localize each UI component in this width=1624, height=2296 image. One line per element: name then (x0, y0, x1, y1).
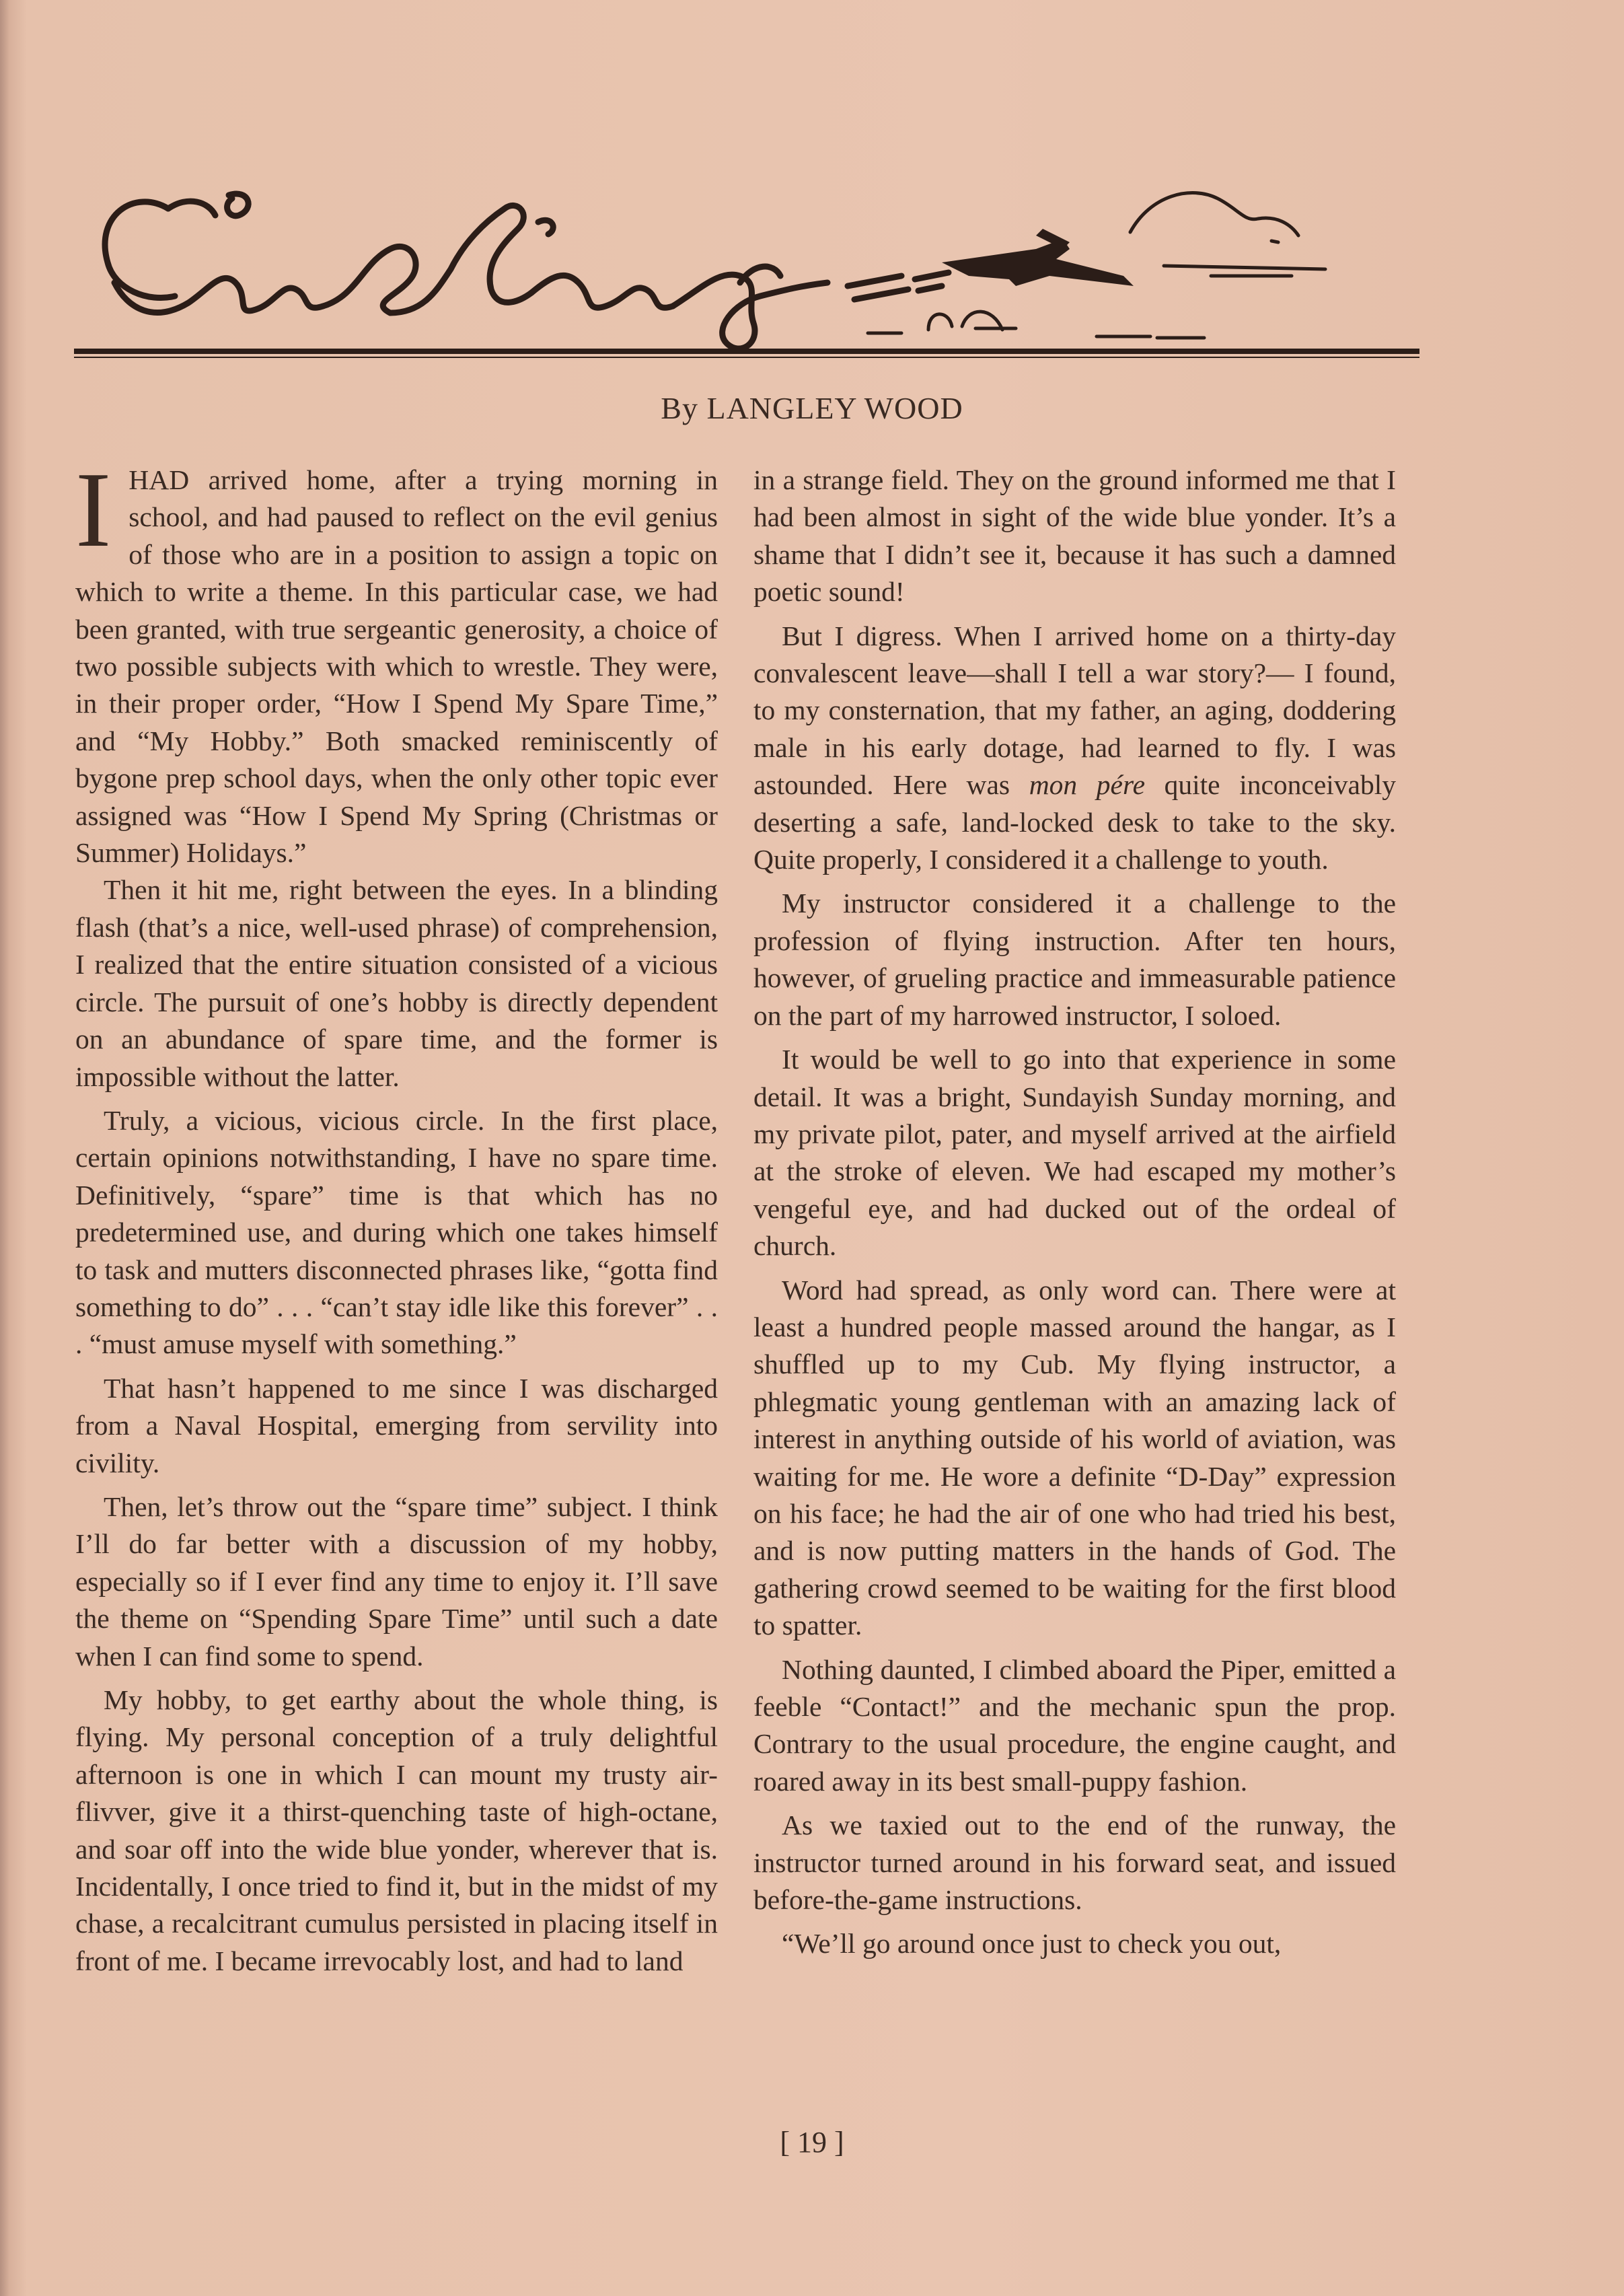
paragraph: As we taxied out to the end of the runway, the instructor turned around in his forward seat, and issued before-the-game instructions. (753, 1809, 1396, 1916)
title-lettering-drawing (74, 168, 1419, 370)
page-number: [ 19 ] (780, 2126, 844, 2159)
paragraph (75, 450, 718, 871)
airplane-icon (942, 229, 1134, 286)
paragraph: Then it hit me, right between the eyes. In a blinding flash (that’s a nice, well-used phrase) of comprehension, I realized that the entire situation consisted of a vicious circle. The pursuit of one’s hobby is directly dependent on an abundance of spare time, and the former is impossible without the latter. (75, 874, 718, 1092)
cruising-title-illustration (74, 168, 1419, 370)
byline: By LANGLEY WOOD (661, 391, 963, 425)
left-column (75, 450, 718, 1980)
paragraph: Nothing daunted, I climbed aboard the Piper, emitted a feeble “Contact!” and the mechanic spun the prop. Contrary to the usual procedure, the engine caught, and roared away in its best small-puppy fashion. (753, 1653, 1396, 1797)
right-column (753, 462, 1396, 1963)
italic-phrase: mon pére (1029, 769, 1145, 801)
drop-cap: I (75, 450, 112, 569)
paragraph: It would be well to go into that experience in some detail. It was a bright, Sundayish Sunday morning, and my private pilot, pater, and myself arrived at the airfield at the stroke of eleven. We had escaped my mother’s vengeful eye, and had ducked out of the ordeal of church. (753, 1044, 1396, 1262)
paragraph: “We’ll go around once just to check you out, (782, 1928, 1282, 1960)
paragraph: My hobby, to get earthy about the whole thing, is flying. My personal conception of a truly delightful afternoon is one in which I can mount my trusty air-flivver, give it a thirst-quenching taste of high-octane, and soar off into the wide blue yonder, wherever that is. Incidentally, I once tried to find it, but in the midst of my chase, a recalcitrant cumulus persisted in placing itself in front of me. I became irrevocably lost, and had to land (75, 1684, 718, 1976)
title-rule-thin (74, 357, 1419, 358)
title-rule (74, 349, 1419, 354)
paragraph-text: But I digress. When I arrived home on a thirty-day convalescent leave—shall I tell a war story?— I found, to my consternation, that my father, an aging, doddering male in his early dotage, had learned to fly. I was astounded. Here was (753, 620, 1396, 801)
paragraph: Word had spread, as only word can. There were at least a hundred people massed around the hangar, as I shuffled up to my Cub. My flying instructor, a phlegmatic young gentleman with an amazing lack of interest in anything outside of his world of aviation, was waiting for me. He wore a definite “D-Day” expression on his face; he had the air of one who had tried his best, and is now putting matters in the hands of God. The gathering crowd seemed to be waiting for the first blood to spatter. (753, 1274, 1396, 1641)
paragraph: Truly, a vicious, vicious circle. In the first place, certain opinions notwithstanding, I have no spare time. Definitively, “spare” time is that which has no predetermined use, and during which one takes himself to task and mutters disconnected phrases like, “gotta find something to do” . . . “can’t stay idle like this forever” . . . “must amuse myself with something.” (75, 1104, 718, 1360)
paragraph-text: quite inconceivably deserting a safe, land-locked desk to take to the sky. Quite properly, I considered it a challenge to youth. (753, 769, 1396, 875)
paragraph: That hasn’t happened to me since I was discharged from a Naval Hospital, emerging from servility into civility. (75, 1372, 718, 1478)
paragraph: in a strange field. They on the ground informed me that I had been almost in sight of the wide blue yonder. It’s a shame that I didn’t see it, because it has such a damned poetic sound! (753, 464, 1396, 608)
paragraph-text: HAD arrived home, after a trying morning in school, and had paused to reflect on the evil genius of those who are in a position to assign a topic on which to write a theme. In this particular case, we had been granted, with true sergeantic generosity, a choice of two possible subjects with which to wrestle. They were, in their proper order, “How I Spend My Spare Time,” and “My Hobby.” Both smacked reminiscently of bygone prep school days, when the only other topic ever assigned was “How I Spend My Spring (Christmas or Summer) Holidays.” (75, 464, 718, 869)
paragraph: My instructor considered it a challenge to the profession of flying instruction. After ten hours, however, of grueling practice and immeasurable patience on the part of my harrowed instructor, I soloed. (753, 888, 1396, 1031)
paragraph: Then, let’s throw out the “spare time” subject. I think I’ll do far better with a discussion of my hobby, especially so if I ever find any time to enjoy it. I’ll save the theme on “Spending Spare Time” until such a date when I can find some to spend. (75, 1491, 718, 1672)
paragraph (753, 618, 1396, 879)
